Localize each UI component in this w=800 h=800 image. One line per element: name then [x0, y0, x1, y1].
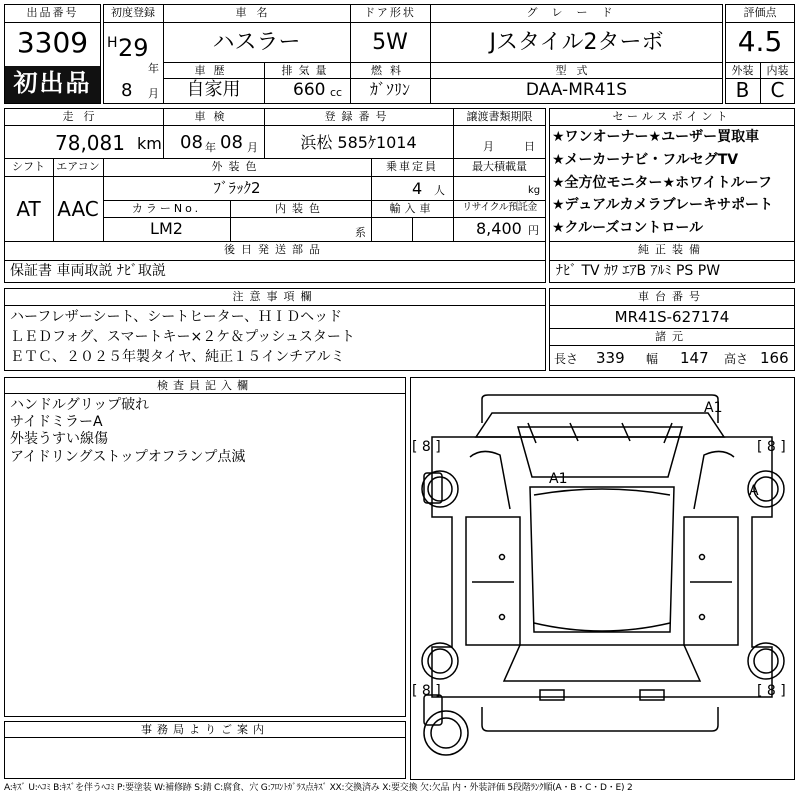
inspection-month-unit: 月: [247, 141, 258, 154]
right-door-outline: [684, 517, 738, 645]
fuel: ｶﾞｿﾘﾝ: [369, 80, 410, 99]
interior-color-unit: 系: [355, 226, 366, 239]
recycle-fee: 8,400: [476, 219, 522, 238]
aircon-header: エアコン: [56, 160, 100, 173]
body-outline: [432, 437, 772, 697]
displacement-unit: cc: [330, 86, 343, 99]
later-parts: 保証書 車両取説 ﾅﾋﾞ取説: [10, 263, 166, 279]
inspection-month: 08: [220, 132, 243, 153]
car-name: ハスラー: [212, 30, 301, 55]
door-header: ドア形状: [364, 6, 416, 19]
transfer-header: 譲渡書類期限: [466, 110, 533, 123]
grade: Jスタイル2ターボ: [489, 30, 664, 55]
score-header: 評価点: [743, 6, 777, 19]
office-header: 事務局よりご案内: [141, 723, 269, 736]
notes-header: 注意事項欄: [232, 290, 318, 303]
sales-point-item: ★全方位モニター★ホワイトルーフ: [552, 175, 772, 191]
length: 339: [596, 349, 625, 367]
plate-header: 登録番号: [324, 110, 393, 123]
transfer-day-unit: 日: [524, 140, 535, 153]
history-header: 車歴: [194, 64, 233, 77]
shift: AT: [16, 197, 41, 221]
displacement-header: 排気量: [281, 64, 333, 77]
shift-header: シフト: [12, 160, 45, 173]
exterior-score: B: [735, 78, 750, 102]
equipment: ﾅﾋﾞ TV ｶﾜ ｴｱB ｱﾙﾐ PS PW: [556, 263, 721, 279]
mileage-unit: km: [137, 134, 162, 153]
rear-plate-outline: [540, 690, 564, 700]
import-header: 輸入車: [389, 202, 435, 215]
registration-header: 初度登録: [111, 6, 155, 19]
sales-points-header: セールスポイント: [612, 110, 732, 123]
inspection-header: 車検: [194, 110, 233, 123]
height: 166: [760, 349, 789, 367]
registration-month: 8: [121, 80, 133, 101]
inspector-line: ハンドルグリップ破れ: [10, 397, 150, 413]
exterior-score-header: 外装: [731, 64, 754, 77]
capacity-header: 乗車定員: [386, 160, 438, 173]
interior-score-header: 内装: [766, 64, 789, 77]
interior-color-header: 内装色: [275, 202, 326, 215]
later-parts-header: 後日発送部品: [224, 243, 326, 256]
rear-bumper-outline: [482, 707, 718, 731]
length-label: 長さ: [554, 352, 579, 366]
rear-window-outline: [504, 645, 700, 681]
sales-point-item: ★デュアルカメラブレーキサポート: [552, 197, 774, 213]
roof-outline: [530, 487, 674, 632]
rear-right-tire-depth: [ 8 ]: [757, 683, 786, 699]
recycle-header: リサイクル預託金: [462, 202, 537, 213]
left-door-outline: [466, 517, 520, 645]
front-left-tire-depth: [ 8 ]: [412, 439, 441, 455]
mirror-damage-mark: A: [749, 483, 759, 499]
windshield-outline: [518, 427, 682, 477]
rear-left-tire-depth: [ 8 ]: [412, 683, 441, 699]
lot-header: 出品番号: [26, 6, 79, 19]
registration-era: H: [107, 35, 118, 51]
color-no-header: カラーNo.: [131, 202, 202, 215]
plate-number: 浜松 585ｹ1014: [300, 133, 417, 152]
sales-point-item: ★クルーズコントロール: [552, 220, 704, 236]
equipment-header: 純正装備: [638, 243, 706, 256]
model-code-header: 型式: [555, 64, 598, 77]
chassis-number: MR41S-627174: [614, 308, 730, 326]
car-outline-diagram: [410, 377, 794, 780]
sales-point-item: ★ワンオーナー★ユーザー買取車: [552, 129, 760, 145]
interior-score: C: [770, 78, 785, 102]
note-line: ＬＥＤフォグ、スマートキー×２ケ＆プッシュスタート: [10, 329, 355, 345]
sales-point-item: ★メーカーナビ・フルセグTV: [552, 152, 739, 168]
inspector-line: 外装うすい線傷: [10, 431, 108, 447]
hood-outline: [476, 413, 724, 437]
inspector-line: アイドリングストップオフランプ点滅: [10, 449, 246, 465]
registration-year: 29: [118, 34, 149, 62]
front-bumper-outline: [482, 395, 718, 423]
inspector-header: 検査員記入欄: [157, 379, 253, 392]
front-right-damage-mark: A1: [704, 400, 723, 416]
lot-number: 3309: [16, 26, 89, 59]
specs-header: 諸元: [655, 330, 689, 343]
capacity: 4: [412, 179, 423, 198]
inspection-year-unit: 年: [205, 141, 216, 154]
displacement: 660: [293, 80, 326, 100]
aircon: AAC: [57, 197, 99, 221]
color-no: LM2: [150, 219, 183, 238]
car-name-header: 車名: [235, 6, 278, 19]
note-line: ハーフレザーシート、シートヒーター、ＨＩＤヘッド: [10, 309, 343, 325]
damage-legend: A:ｷｽﾞ U:ﾍｺﾐ B:ｷｽﾞを伴うﾍｺﾐ P:要塗装 W:補修跡 S:錆 C:腐食、穴 G:ﾌﾛﾝﾄｶﾞﾗｽ点ｷｽﾞ XX:交換済み X:要交換 欠:欠品 内・外装評価 5段階ﾗﾝｸ順(A・B・C・D・E) 2: [4, 783, 633, 793]
mileage: 78,081: [55, 131, 125, 155]
width-label: 幅: [646, 352, 659, 366]
score: 4.5: [737, 25, 783, 58]
registration-year-unit: 年: [148, 62, 159, 75]
transfer-month-unit: 月: [483, 140, 494, 153]
exterior-color-header: 外装色: [211, 160, 263, 173]
registration-month-unit: 月: [148, 87, 159, 100]
fuel-header: 燃料: [371, 64, 409, 77]
inspector-line: サイドミラーA: [10, 414, 103, 430]
door-type: 5W: [372, 30, 408, 55]
exterior-color: ﾌﾞﾗｯｸ2: [213, 179, 261, 197]
model-code: DAA-MR41S: [525, 80, 628, 100]
first-listing-badge: [5, 66, 100, 103]
max-load-unit: kg: [528, 185, 541, 196]
note-line: ＥＴＣ、２０２５年製タイヤ、純正１５インチアルミ: [10, 349, 345, 365]
grade-header: グレード: [526, 6, 627, 19]
windshield-damage-mark: A1: [549, 471, 568, 487]
history: 自家用: [186, 79, 241, 100]
inspection-year: 08: [180, 132, 203, 153]
max-load-header: 最大積載量: [472, 160, 527, 173]
height-label: 高さ: [724, 352, 749, 366]
mileage-header: 走行: [62, 110, 105, 123]
recycle-unit: 円: [528, 224, 539, 237]
chassis-header: 車台番号: [638, 290, 706, 303]
capacity-unit: 人: [434, 184, 445, 197]
front-right-tire-depth: [ 8 ]: [757, 439, 786, 455]
first-listing-text: 初出品: [13, 69, 92, 97]
width: 147: [680, 349, 709, 367]
